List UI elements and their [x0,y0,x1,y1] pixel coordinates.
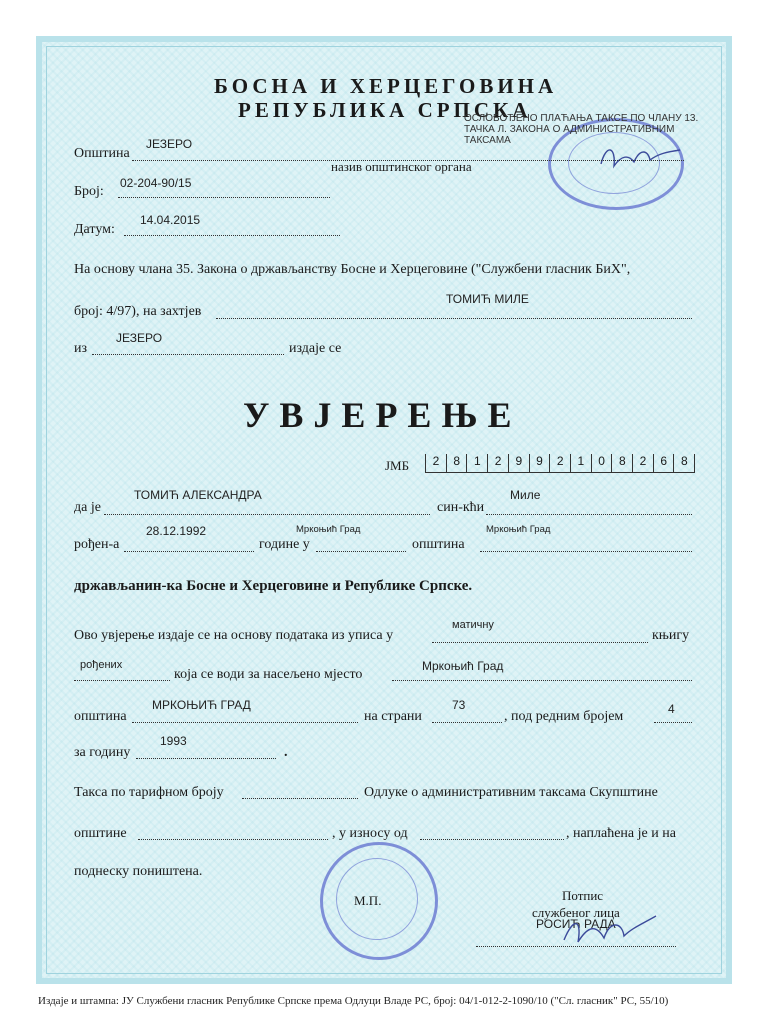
ordinal-number: 4 [668,702,675,716]
page-line [432,722,502,723]
fee-line-3: поднеску поништена. [74,864,203,879]
birth-place: Мркоњић Град [296,524,361,535]
seal-label: М.П. [354,893,382,908]
jmb-digit: 2 [425,454,446,472]
country-heading: БОСНА И ХЕРЦЕГОВИНА [214,74,558,98]
number-line [118,197,330,198]
municipality-value: ЈЕЗЕРО [146,137,193,151]
born-label: рођен-а [74,537,120,552]
jmb-digit: 8 [673,454,694,472]
jmb-digit: 2 [632,454,653,472]
citizenship-statement: држављанин-ка Босне и Херцеговине и Републике Српске. [74,578,473,594]
document-title: УВЈЕРЕЊЕ [243,395,522,435]
jmb-digit: 9 [508,454,529,472]
request-label: број: 4/97), на захтјев [74,304,202,319]
signature-label-2: службеног лица [532,905,620,920]
birth-date-line [124,551,254,552]
jmb-digit: 2 [487,454,508,472]
jmb-label: ЈМБ [385,458,410,473]
signatory-name: РОСИЋ РАДА [536,917,616,931]
entity-heading: РЕПУБЛИКА СРПСКА [238,98,532,122]
jmb-digit: 2 [549,454,570,472]
year-label: за годину [74,745,131,760]
applicant-line [216,318,692,319]
jmb-baseline [425,472,695,473]
fee-line-1a: Такса по тарифном броју [74,785,224,800]
date-value: 14.04.2015 [140,213,201,227]
jmb-digit: 1 [466,454,487,472]
parent-name: Миле [510,488,541,502]
fee-municipality-line [138,839,328,840]
book-label: књигу [652,628,690,643]
number-label: Број: [74,184,104,199]
kept-label: која се води за насељено мјесто [174,667,363,682]
from-value: ЈЕЗЕРО [116,331,163,345]
date-line [124,235,340,236]
birth-municipality: Мркоњић Град [486,524,551,535]
signature-label-1: Потпис [562,888,604,903]
that-is-label: да је [74,500,101,515]
date-label: Датум: [74,222,115,237]
tax-note-line-1: ОСЛОБОЂЕНО ПЛАЋАЊА ТАКСЕ ПО ЧЛАНУ 13. [464,113,699,124]
fee-line-1b: Одлуке о административним таксама Скупштине [364,785,658,800]
applicant-name: ТОМИЋ МИЛЕ [446,292,529,306]
printer-footer: Издаје и штампа: ЈУ Службени гласник Републике Српске према Одлуци Владе РС, број: 04/1-012-2-1090/10 ("Сл. гласник" РС, 55/10) [38,995,669,1007]
register-line-1: Ово увјерење издаје се на основу података из уписа у [74,628,394,643]
year-line [136,758,276,759]
book-type: матичну [452,619,494,631]
name-line [104,514,430,515]
tax-note-line-2: ТАЧКА Л. ЗАКОНА О АДМИНИСТРАТИВНИМ [464,124,675,135]
number-value: 02-204-90/15 [120,176,192,190]
from-line [92,354,284,355]
page-label: на страни [364,709,422,724]
reg-municipality: МРКОЊИЋ ГРАД [152,698,251,712]
municipality-label: Општина [74,146,130,161]
jmb-digit: 8 [611,454,632,472]
ordinal-label: , под редним бројем [504,709,624,724]
municipality-caption: назив општинског органа [331,159,472,174]
fee-line-2b: , у износу од [332,826,408,841]
fee-line-2a: општине [74,826,127,841]
tax-stamp-signature [596,136,686,176]
reg-municipality-label: општина [74,709,127,724]
jmb-digit: 8 [446,454,467,472]
jmb-digit: 0 [591,454,612,472]
fee-amount-line [420,839,564,840]
fee-tariff-line [242,798,358,799]
year-end: . [284,745,288,760]
signature-line [476,946,676,947]
jmb-digit: 1 [570,454,591,472]
birth-municipality-line [480,551,692,552]
jmb-digit: 6 [653,454,674,472]
jmb-digit: 9 [529,454,550,472]
basis-line-1: На основу члана 35. Закона о држављанству Босне и Херцеговине ("Службени гласник БиХ", [74,262,631,277]
tax-note-line-3: ТАКСАМА [464,135,511,146]
jmb-box-end [694,454,695,472]
year-in-label: године у [259,537,310,552]
register-year: 1993 [160,734,187,748]
book-type-line [432,642,648,643]
parent-line [486,514,692,515]
ordinal-line [654,722,692,723]
births-register: рођених [80,659,123,671]
person-name: ТОМИЋ АЛЕКСАНДРА [134,488,262,502]
birth-place-line [316,551,406,552]
place-line [392,680,692,681]
municipality-label-2: општина [412,537,465,552]
page-number: 73 [452,698,466,712]
register-place: Мркоњић Град [422,659,504,673]
reg-municipality-line [132,722,358,723]
son-daughter-label: син-кћи [437,500,485,515]
births-line [74,680,170,681]
fee-line-2c: , наплаћена је и на [566,826,676,841]
handwritten-signature [560,910,660,950]
issues-label: издаје се [289,341,342,356]
from-label: из [74,341,88,356]
birth-date: 28.12.1992 [146,524,207,538]
